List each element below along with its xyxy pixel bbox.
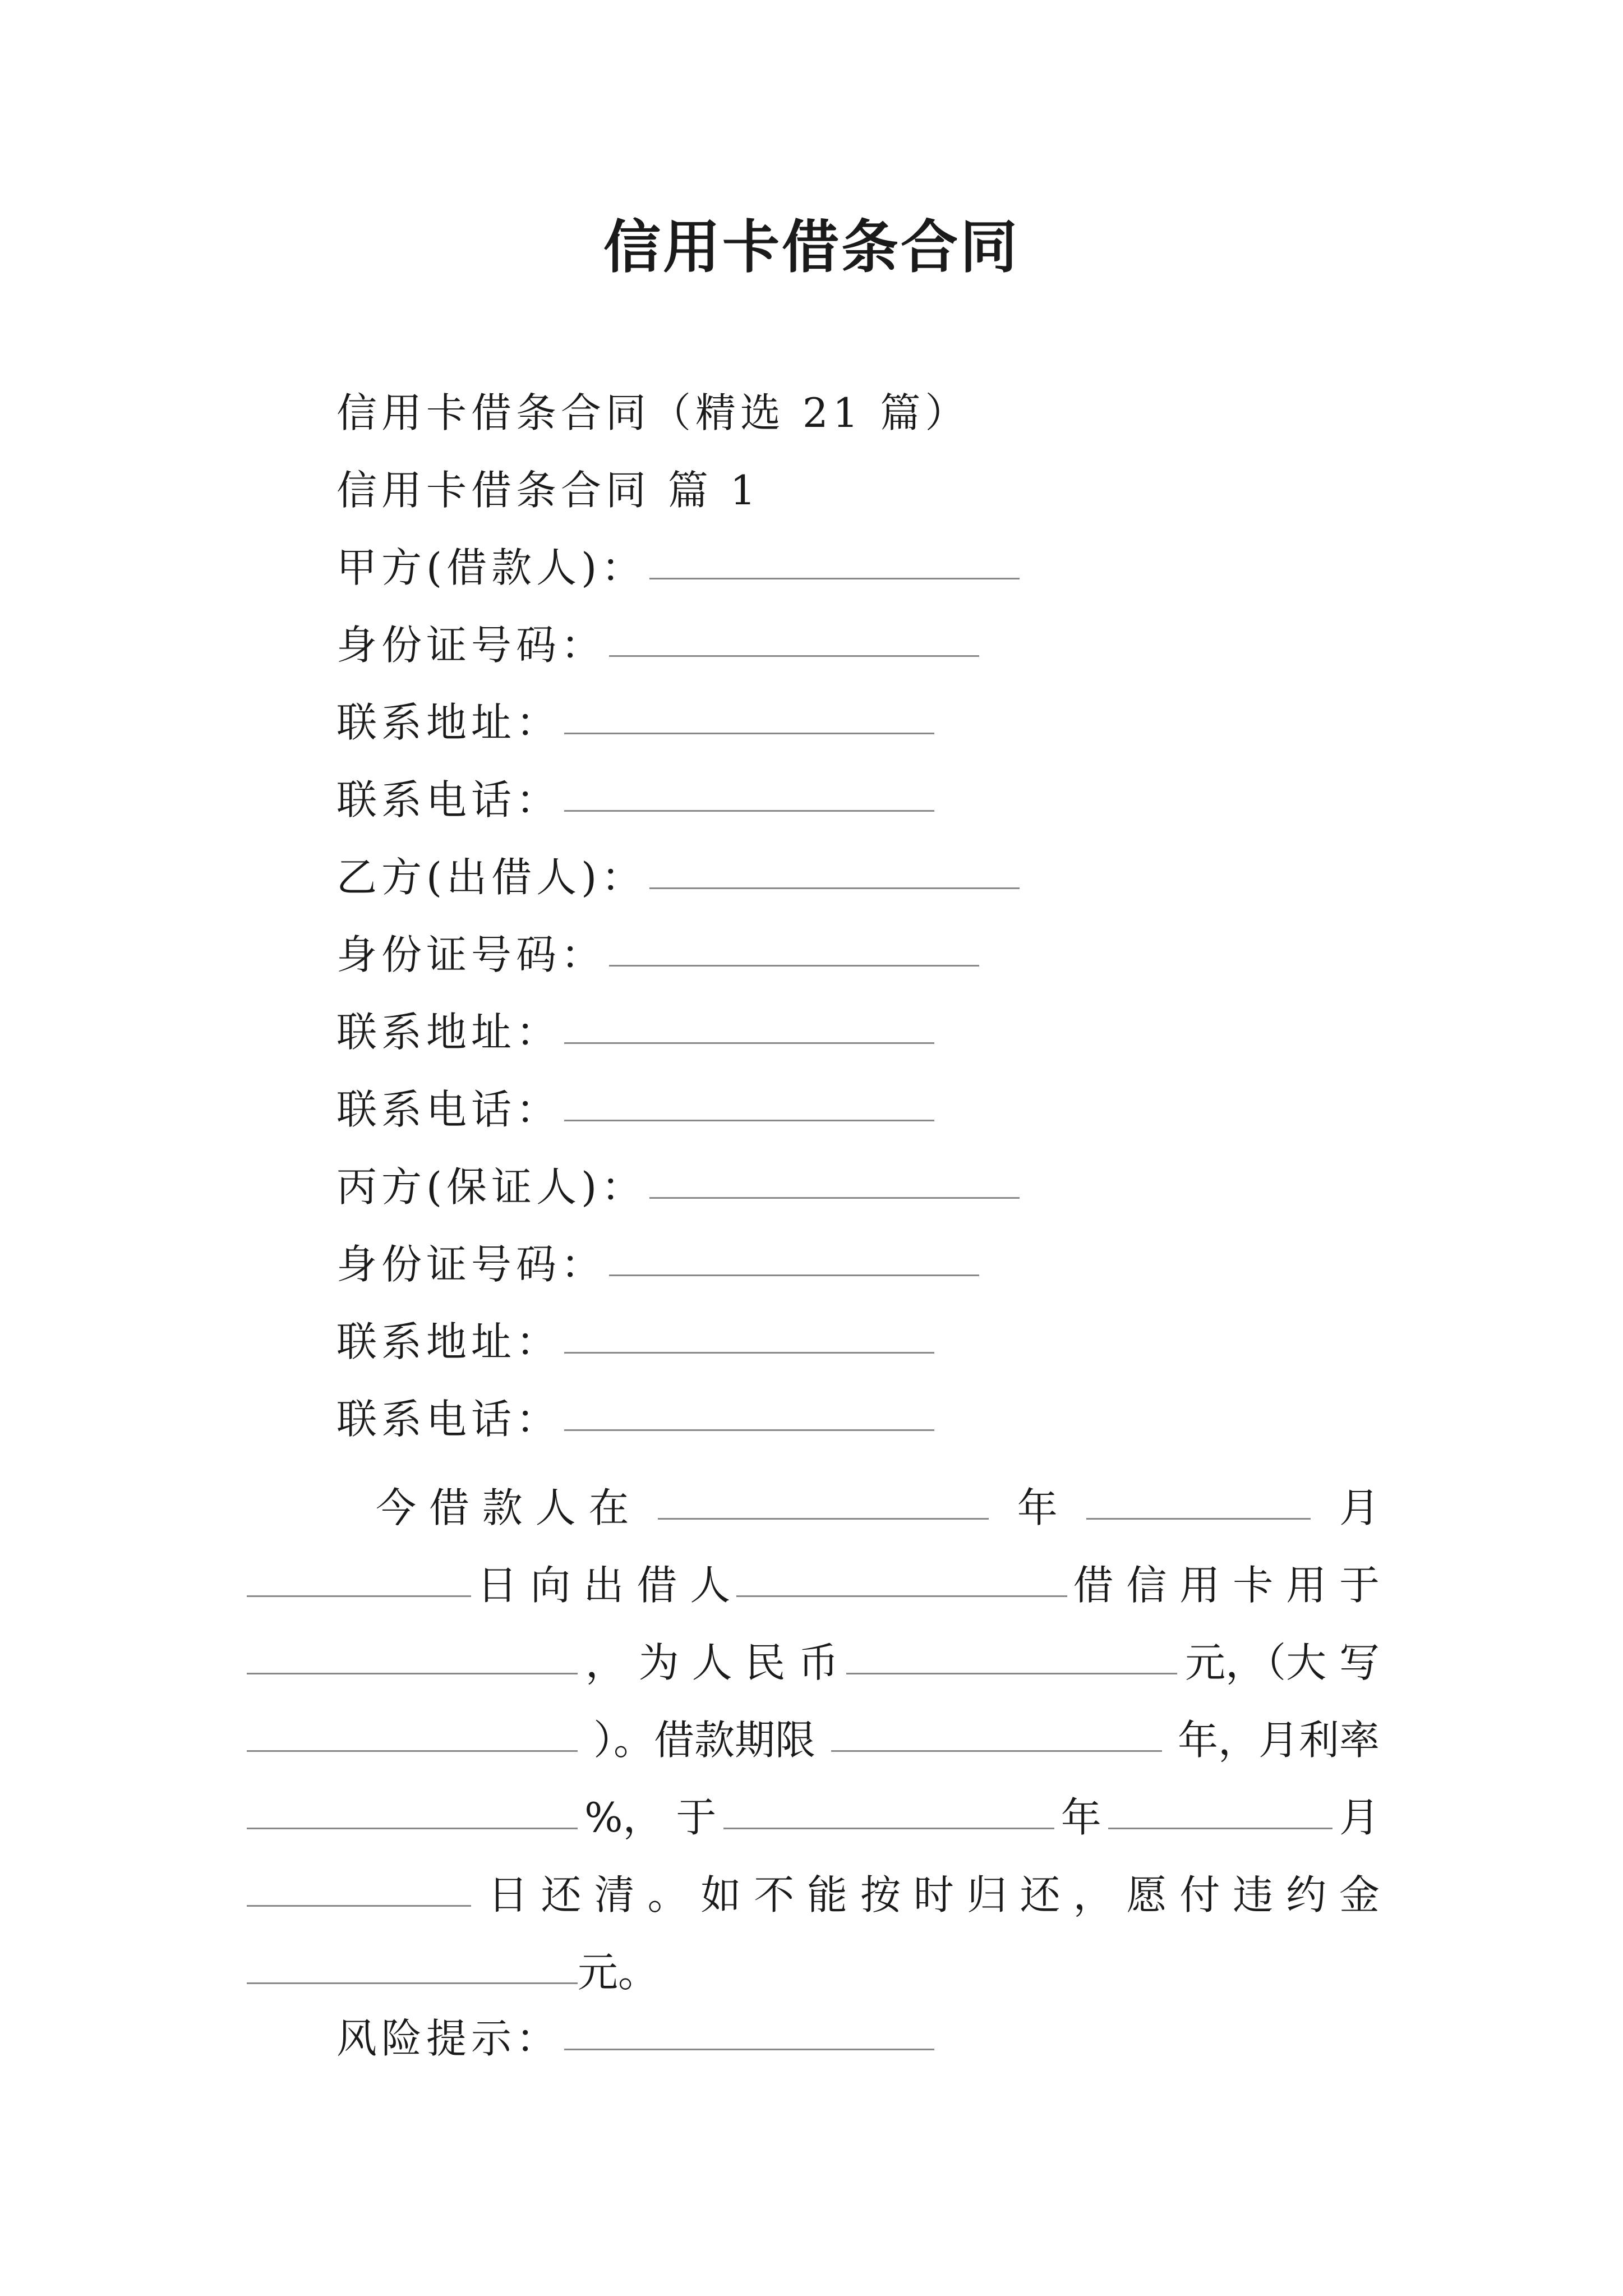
para-l3-text-2: 元，（大 写 bbox=[1185, 1639, 1380, 1686]
party-c-id-row bbox=[336, 1241, 979, 1288]
para-l1-blank-2 bbox=[1086, 1517, 1311, 1520]
para-line-7 bbox=[247, 1940, 1380, 1998]
party-a-row bbox=[336, 544, 1020, 591]
page-title: 信用卡借条合同 bbox=[603, 214, 1020, 281]
para-l3-text: ， 为 人 民 币 bbox=[585, 1639, 839, 1686]
para-line-1 bbox=[247, 1475, 1380, 1534]
para-l1-month: 月 bbox=[1339, 1484, 1380, 1531]
party-b-phone-row bbox=[336, 1086, 934, 1133]
party-c-phone-row bbox=[336, 1396, 934, 1443]
para-l5-blank-2 bbox=[723, 1827, 1054, 1829]
para-l1-blank-1 bbox=[658, 1517, 989, 1520]
para-l4-blank-2 bbox=[831, 1750, 1162, 1752]
para-l5-blank-3 bbox=[1108, 1827, 1332, 1829]
para-line-5 bbox=[247, 1785, 1380, 1843]
party-b-blank bbox=[649, 887, 1020, 889]
party-b-id-row bbox=[336, 931, 979, 978]
party-a-phone-label: 联系电话： bbox=[336, 776, 561, 823]
para-line-4 bbox=[247, 1708, 1380, 1766]
para-line-2 bbox=[247, 1553, 1380, 1611]
party-a-id-row bbox=[336, 622, 979, 669]
party-b-id-blank bbox=[609, 964, 979, 967]
para-l5-month: 月 bbox=[1339, 1794, 1380, 1841]
risk-label: 风险提示： bbox=[336, 2015, 561, 2062]
party-c-blank bbox=[649, 1197, 1020, 1199]
party-b-phone-label: 联系电话： bbox=[336, 1086, 561, 1133]
party-a-addr-row bbox=[336, 699, 934, 746]
party-b-row bbox=[336, 854, 1020, 901]
para-l5-text: %， 于 bbox=[584, 1794, 717, 1841]
party-b-addr-blank bbox=[564, 1042, 934, 1044]
para-l1-text: 今 借 款 人 在 bbox=[376, 1484, 629, 1531]
para-line-3 bbox=[247, 1630, 1380, 1688]
party-b-id-label: 身份证号码： bbox=[336, 931, 606, 978]
party-c-phone-label: 联系电话： bbox=[336, 1396, 561, 1443]
party-c-addr-label: 联系地址： bbox=[336, 1318, 561, 1365]
risk-row bbox=[336, 2015, 934, 2062]
para-l4-text-2: 年，月利率 bbox=[1177, 1717, 1380, 1764]
party-c-row bbox=[336, 1163, 1020, 1211]
para-l5-blank-1 bbox=[247, 1827, 578, 1829]
para-l1-year: 年 bbox=[1017, 1484, 1058, 1531]
party-c-phone-blank bbox=[564, 1429, 934, 1431]
para-l7-blank-1 bbox=[247, 1982, 578, 1984]
party-a-label: 甲方(借款人)： bbox=[336, 544, 647, 591]
party-b-addr-label: 联系地址： bbox=[336, 1009, 561, 1056]
para-l5-year: 年 bbox=[1061, 1794, 1101, 1841]
para-l3-blank-1 bbox=[247, 1672, 578, 1674]
para-l6-blank-1 bbox=[247, 1904, 471, 1907]
party-c-addr-row bbox=[336, 1318, 934, 1365]
para-l3-blank-2 bbox=[846, 1672, 1177, 1674]
para-l2-blank-2 bbox=[736, 1595, 1067, 1597]
party-a-phone-blank bbox=[564, 809, 934, 812]
risk-blank bbox=[564, 2048, 934, 2050]
party-a-id-label: 身份证号码： bbox=[336, 622, 606, 669]
party-c-addr-blank bbox=[564, 1351, 934, 1354]
section-heading: 信用卡借条合同 篇 1 bbox=[336, 467, 760, 514]
party-a-phone-row bbox=[336, 776, 934, 823]
party-a-addr-label: 联系地址： bbox=[336, 699, 561, 746]
party-c-id-label: 身份证号码： bbox=[336, 1241, 606, 1288]
subtitle: 信用卡借条合同（精选 21 篇） bbox=[336, 389, 970, 436]
para-l7-text: 元。 bbox=[578, 1949, 659, 1996]
party-b-label: 乙方(出借人)： bbox=[336, 854, 647, 901]
party-a-blank bbox=[649, 577, 1020, 579]
party-c-id-blank bbox=[609, 1274, 979, 1276]
para-l4-text: ）。借款期限 bbox=[593, 1717, 815, 1764]
para-l6-text: 日 还 清 。 如 不 能 按 时 归 还 ， 愿 付 违 约 金 bbox=[487, 1871, 1380, 1918]
para-l2-text-2: 借 信 用 卡 用 于 bbox=[1073, 1562, 1380, 1609]
para-l2-text: 日 向 出 借 人 bbox=[477, 1562, 731, 1609]
para-l2-blank-1 bbox=[247, 1595, 471, 1597]
party-a-id-blank bbox=[609, 655, 979, 657]
party-c-label: 丙方(保证人)： bbox=[336, 1163, 647, 1211]
party-b-phone-blank bbox=[564, 1119, 934, 1121]
para-l4-blank-1 bbox=[247, 1750, 578, 1752]
party-a-addr-blank bbox=[564, 732, 934, 734]
party-b-addr-row bbox=[336, 1009, 934, 1056]
para-line-6 bbox=[247, 1862, 1380, 1921]
